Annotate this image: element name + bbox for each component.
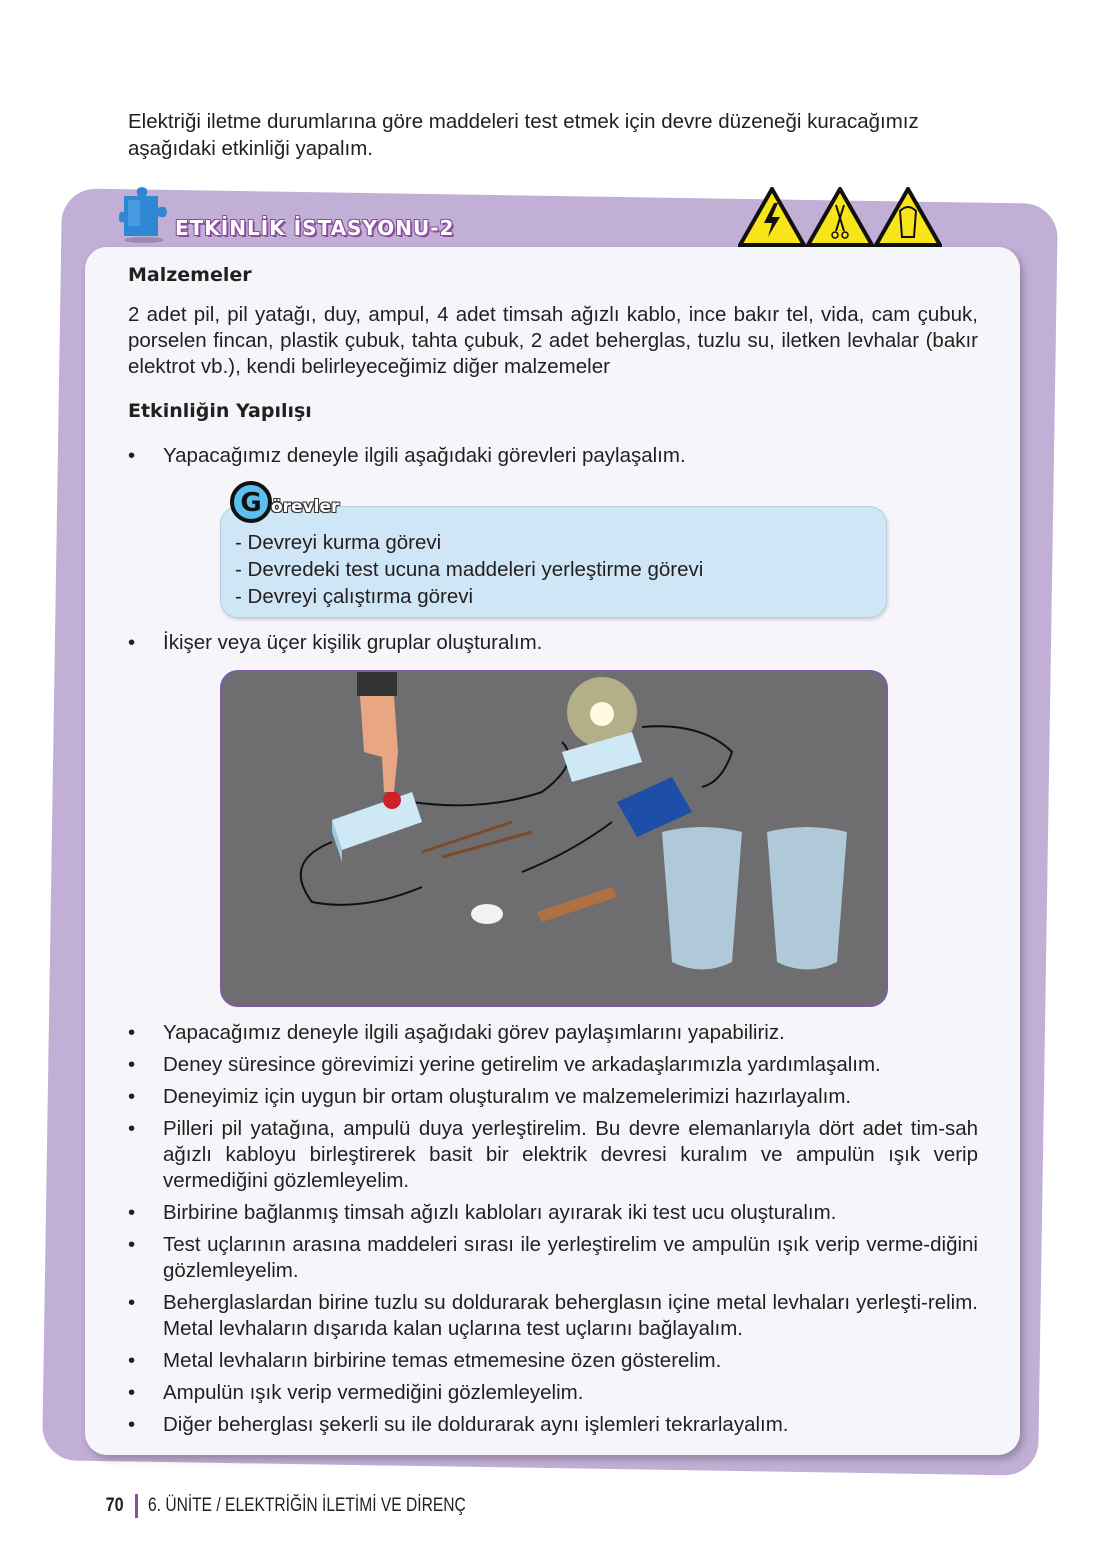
page-number: 70 xyxy=(105,1495,124,1516)
list-item: • Deney süresince görevimizi yerine getirelim ve arkadaşlarımızla yardımlaşalım. xyxy=(128,1052,978,1078)
materials-heading: Malzemeler xyxy=(128,264,252,286)
glove-hazard-icon xyxy=(874,187,942,247)
list-item: • Yapacağımız deneyle ilgili aşağıdaki görev paylaşımlarını yapabiliriz. xyxy=(128,1020,978,1046)
list-item: • İkişer veya üçer kişilik gruplar oluşturalım. xyxy=(128,630,978,656)
tasks-box xyxy=(220,506,887,618)
svg-text:G: G xyxy=(240,488,262,518)
station-title: ETKİNLİK İSTASYONU-2 xyxy=(175,216,455,240)
page-footer xyxy=(104,1494,536,1518)
bullet-list-1 xyxy=(128,443,978,475)
intro-paragraph: Elektriği iletme durumlarına göre maddeleri test etmek için devre düzeneği kuracağımız aşağıdaki etkinliği yapalım. xyxy=(128,110,919,160)
list-item: • Beherglaslardan birine tuzlu su doldurarak beherglasın içine metal levhaları yerleşti-relim. Metal levhaların dışarıda kalan uçlarına test uçlarını bağlayalım. xyxy=(128,1290,978,1342)
puzzle-icon xyxy=(118,186,170,244)
unit-title: 6. ÜNİTE / ELEKTRİĞİN İLETİMİ VE DİRENÇ xyxy=(148,1495,466,1516)
procedure-heading: Etkinliğin Yapılışı xyxy=(128,400,312,422)
footer-divider xyxy=(135,1494,138,1518)
list-item: • Diğer beherglası şekerli su ile doldurarak aynı işlemleri tekrarlayalım. xyxy=(128,1412,978,1438)
materials-text: 2 adet pil, pil yatağı, duy, ampul, 4 adet timsah ağızlı kablo, ince bakır tel, vida, cam çubuk, porselen fincan, plastik çubuk, tahta çubuk, 2 adet beherglas, tuzlu su, iletken levhalar (bakır elektrot vb.), kendi belirleyeceğimiz diğer malzemeler xyxy=(128,303,978,378)
list-item: • Birbirine bağlanmış timsah ağızlı kabloları ayırarak iki test ucu oluşturalım. xyxy=(128,1200,978,1226)
tasks-g-logo-icon xyxy=(230,480,272,524)
list-item: • Deneyimiz için uygun bir ortam oluşturalım ve malzemelerimizi hazırlayalım. xyxy=(128,1084,978,1110)
electric-hazard-icon xyxy=(738,187,806,247)
bullet-list-3 xyxy=(128,1020,978,1444)
tasks-title: örevler xyxy=(271,497,340,517)
list-item: • Yapacağımız deneyle ilgili aşağıdaki görevleri paylaşalım. xyxy=(128,443,978,469)
bullet-list-2 xyxy=(128,630,978,662)
list-item: • Test uçlarının arasına maddeleri sırası ile yerleştirelim ve ampulün ışık verip verme-diğini gözlemleyelim. xyxy=(128,1232,978,1284)
task-item: - Devredeki test ucuna maddeleri yerleştirme görevi xyxy=(235,558,704,581)
scissors-hazard-icon xyxy=(806,187,874,247)
task-item: - Devreyi kurma görevi xyxy=(235,531,442,554)
list-item: • Pilleri pil yatağına, ampulü duya yerleştirelim. Bu devre elemanlarıyla dört adet tim-sah ağızlı kabloyu birleştirerek basit bir elektrik devresi kuralım ve ampulün ışık verip vermediğini gözlemleyelim. xyxy=(128,1116,978,1194)
list-item: • Metal levhaların birbirine temas etmemesine özen gösterelim. xyxy=(128,1348,978,1374)
task-item: - Devreyi çalıştırma görevi xyxy=(235,585,474,608)
list-item: • Ampulün ışık verip vermediğini gözlemleyelim. xyxy=(128,1380,978,1406)
circuit-illustration xyxy=(220,670,888,1007)
